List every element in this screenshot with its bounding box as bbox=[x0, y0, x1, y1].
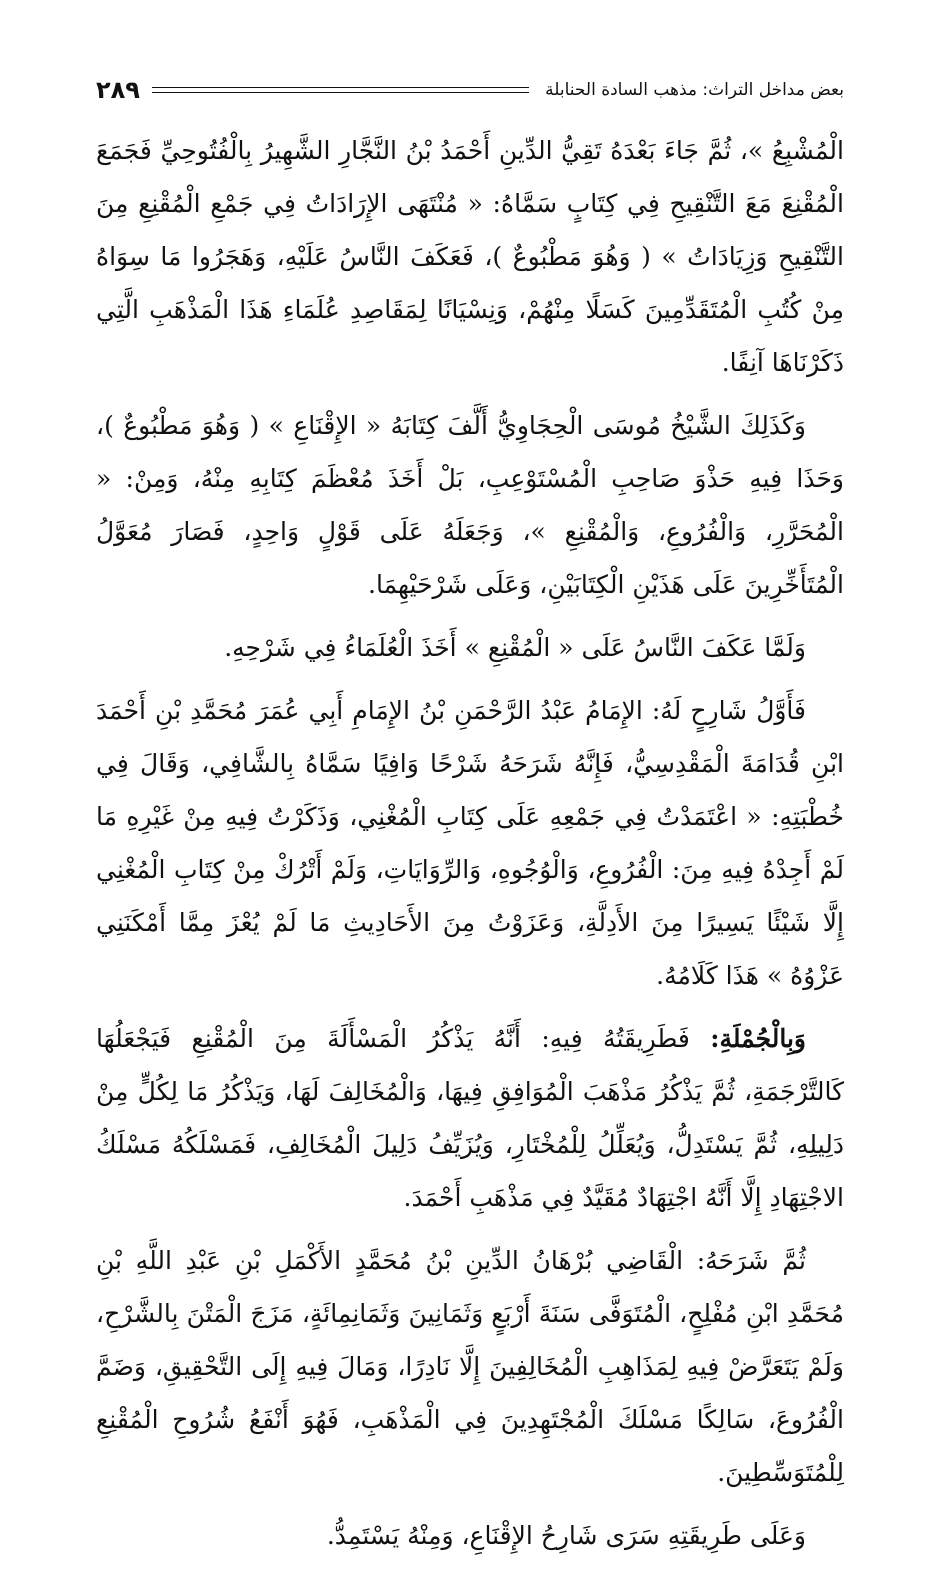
paragraph-3 bbox=[96, 621, 844, 674]
paragraph-6 bbox=[96, 1234, 844, 1499]
running-title: بعض مداخل التراث: مذهب السادة الحنابلة bbox=[545, 80, 844, 100]
paragraph-lead: وَبِالْجُمْلَةِ: bbox=[710, 1024, 806, 1053]
page-number: ٢٨٩ bbox=[96, 76, 140, 104]
paragraph-text: وَلَمَّا عَكَفَ النَّاسُ عَلَى « الْمُقْنِعِ » أَخَذَ الْعُلَمَاءُ فِي شَرْحِهِ. bbox=[224, 633, 806, 662]
header-rule bbox=[152, 87, 529, 93]
paragraph-2 bbox=[96, 399, 844, 611]
paragraph-1 bbox=[96, 124, 844, 389]
paragraph-7 bbox=[96, 1509, 844, 1562]
paragraph-text: فَطَرِيقَتُهُ فِيهِ: أَنَّهُ يَذْكُرُ الْمَسْأَلَةَ مِنَ الْمُقْنِعِ فَيَجْعَلُهَا كَالتَّرْجَمَةِ، ثُمَّ يَذْكُرُ مَذْهَبَ الْمُوَافِقِ فِيهَا، وَالْمُخَالِفَ لَهَا، وَيَذْكُرُ مَا لِكُلٍّ مِنْ دَلِيلِهِ، ثُمَّ يَسْتَدِلُّ، وَيُعَلِّلُ لِلْمُخْتَارِ، وَيُزَيِّفُ دَلِيلَ الْمُخَالِفِ، فَمَسْلَكُهُ مَسْلَكُ الاجْتِهَادِ إِلَّا أَنَّهُ اجْتِهَادٌ مُقَيَّدٌ فِي مَذْهَبِ أَحْمَدَ. bbox=[96, 1024, 844, 1212]
paragraph-5 bbox=[96, 1012, 844, 1224]
paragraph-text: الْمُشْبِعُ »، ثُمَّ جَاءَ بَعْدَهُ تَقِيُّ الدِّينِ أَحْمَدُ بْنُ النَّجَّارِ الشَّهِيرُ بِالْفُتُوحِيِّ فَجَمَعَ الْمُقْنِعَ مَعَ التَّنْقِيحِ فِي كِتَابٍ سَمَّاهُ: « مُنْتَهَى الإِرَادَاتُ فِي جَمْعِ الْمُقْنِعِ مِنَ التَّنْقِيحِ وَزِيَادَاتُ » ( وَهُوَ مَطْبُوعٌ )، فَعَكَفَ النَّاسُ عَلَيْهِ، وَهَجَرُوا مَا سِوَاهُ مِنْ كُتُبِ الْمُتَقَدِّمِينَ كَسَلًا مِنْهُمْ، وَنِسْيَانًا لِمَقَاصِدِ عُلَمَاءِ هَذَا الْمَذْهَبِ الَّتِي ذَكَرْنَاهَا آنِفًا. bbox=[96, 136, 844, 377]
paragraph-text: ثُمَّ شَرَحَهُ: الْقَاضِي بُرْهَانُ الدِّينِ بْنُ مُحَمَّدٍ الأَكْمَلِ بْنِ عَبْدِ اللَّهِ بْنِ مُحَمَّدِ ابْنِ مُفْلِحٍ، الْمُتَوَفَّى سَنَةَ أَرْبَعٍ وَثَمَانِينَ وَثَمَانِمِائَةٍ، مَزَجَ الْمَتْنَ بِالشَّرْحِ، وَلَمْ يَتَعَرَّضْ فِيهِ لِمَذَاهِبِ الْمُخَالِفِينَ إِلَّا نَادِرًا، وَمَالَ فِيهِ إِلَى التَّحْقِيقِ، وَضَمَّ الْفُرُوعَ، سَالِكًا مَسْلَكَ الْمُجْتَهِدِينَ فِي الْمَذْهَبِ، فَهُوَ أَنْفَعُ شُرُوحِ الْمُقْنِعِ لِلْمُتَوَسِّطِينَ. bbox=[96, 1246, 844, 1487]
paragraph-text: فَأَوَّلُ شَارِحٍ لَهُ: الإِمَامُ عَبْدُ الرَّحْمَنِ بْنُ الإِمَامِ أَبِي عُمَرَ مُحَمَّدِ بْنِ أَحْمَدَ ابْنِ قُدَامَةَ الْمَقْدِسِيُّ، فَإِنَّهُ شَرَحَهُ شَرْحًا وَافِيًا سَمَّاهُ بِالشَّافِي، وَقَالَ فِي خُطْبَتِهِ: « اعْتَمَدْتُ فِي جَمْعِهِ عَلَى كِتَابِ الْمُغْنِي، وَذَكَرْتُ فِيهِ مِنْ غَيْرِهِ مَا لَمْ أَجِدْهُ فِيهِ مِنَ: الْفُرُوعِ، وَالْوُجُوهِ، وَالرِّوَايَاتِ، وَلَمْ أَتْرُكْ مِنْ كِتَابِ الْمُغْنِي إِلَّا شَيْئًا يَسِيرًا مِنَ الأَدِلَّةِ، وَعَزَوْتُ مِنَ الأَحَادِيثِ مَا لَمْ يُعْزَ مِمَّا أَمْكَنَنِي عَزْوُهُ » هَذَا كَلَامُهُ. bbox=[96, 696, 844, 990]
paragraph-4 bbox=[96, 684, 844, 1002]
paragraph-text: وَكَذَلِكَ الشَّيْخُ مُوسَى الْحِجَاوِيُّ أَلَّفَ كِتَابَهُ « الإِقْنَاعِ » ( وَهُوَ مَطْبُوعٌ )، وَحَذَا فِيهِ حَذْوَ صَاحِبِ الْمُسْتَوْعِبِ، بَلْ أَخَذَ مُعْظَمَ كِتَابِهِ مِنْهُ، وَمِنْ: « الْمُحَرَّرِ، وَالْفُرُوعِ، وَالْمُقْنِعِ »، وَجَعَلَهُ عَلَى قَوْلٍ وَاحِدٍ، فَصَارَ مُعَوَّلُ الْمُتَأَخِّرِينَ عَلَى هَذَيْنِ الْكِتَابَيْنِ، وَعَلَى شَرْحَيْهِمَا. bbox=[96, 411, 844, 599]
page-header bbox=[96, 72, 844, 108]
paragraph-text: وَعَلَى طَرِيقَتِهِ سَرَى شَارِحُ الإِقْنَاعِ، وَمِنْهُ يَسْتَمِدُّ. bbox=[326, 1521, 806, 1550]
page-body bbox=[96, 124, 844, 1572]
